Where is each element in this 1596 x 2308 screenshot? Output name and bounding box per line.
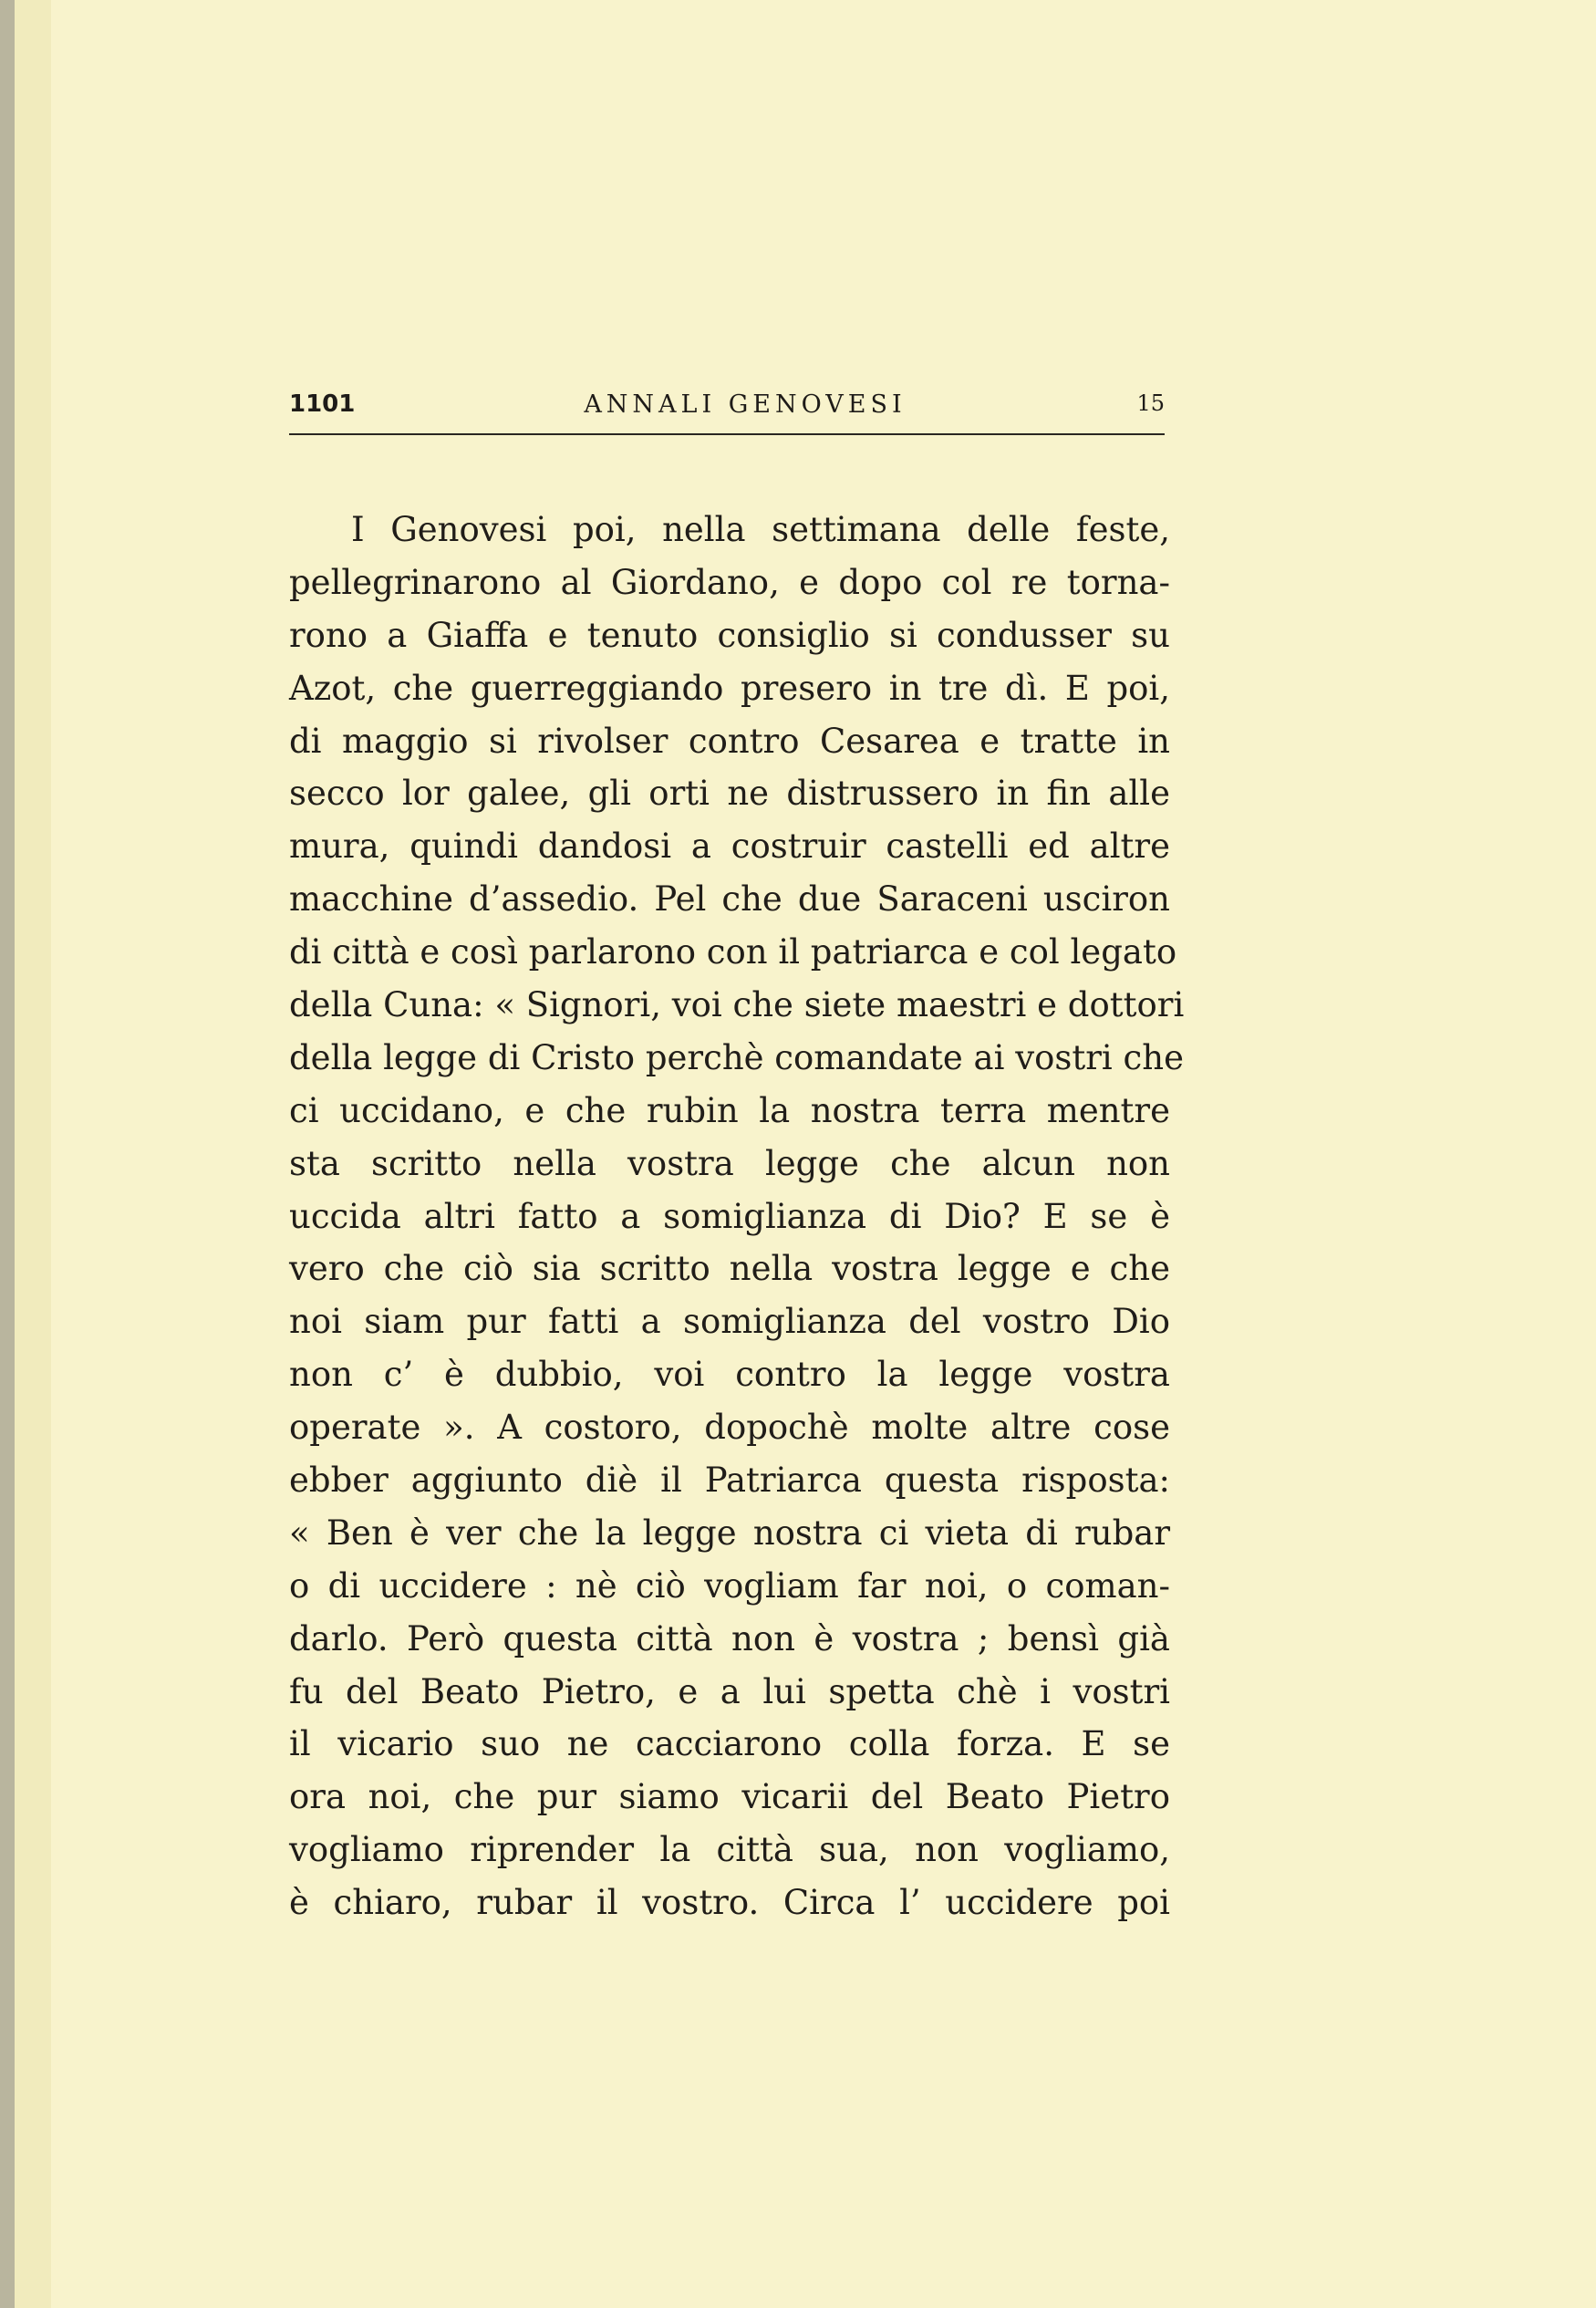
text-line: rono a Giaffa e tenuto consiglio si condusser su <box>289 615 1170 655</box>
text-line: di maggio si rivolser contro Cesarea e tratte in <box>289 721 1170 761</box>
text-line: vero che ciò sia scritto nella vostra legge e che <box>289 1249 1170 1289</box>
text-line: uccida altri fatto a somiglianza di Dio? E se è <box>289 1196 1170 1236</box>
page-edge-shadow <box>0 0 15 2308</box>
text-line: sta scritto nella vostra legge che alcun non <box>289 1143 1170 1183</box>
text-line: ebber aggiunto diè il Patriarca questa risposta: <box>289 1461 1170 1501</box>
text-line: della legge di Cristo perchè comandate ai vostri che <box>289 1037 1184 1077</box>
text-line: o di uccidere : nè ciò vogliam far noi, o coman- <box>289 1565 1170 1606</box>
text-line: vogliamo riprender la città sua, non vogliamo, <box>289 1830 1170 1870</box>
text-line: è chiaro, rubar il vostro. Circa l’ uccidere poi <box>289 1883 1170 1923</box>
text-line: di città e così parlarono con il patriarca e col legato <box>289 932 1177 972</box>
body-paragraph <box>289 504 1185 1929</box>
running-head-title: ANNALI GENOVESI <box>584 390 907 419</box>
text-line: ci uccidano, e che rubin la nostra terra mentre <box>289 1090 1170 1130</box>
page-gutter <box>15 0 51 2308</box>
text-line: « Ben è ver che la legge nostra ci vieta di rubar <box>289 1513 1170 1553</box>
text-line: il vicario suo ne cacciarono colla forza. E se <box>289 1724 1170 1764</box>
header-rule <box>289 433 1165 435</box>
text-line: pellegrinarono al Giordano, e dopo col re torna- <box>289 562 1170 602</box>
running-head <box>289 387 1165 438</box>
text-line: Azot, che guerreggiando presero in tre dì. E poi, <box>289 668 1170 708</box>
running-head-year: 1101 <box>289 390 356 418</box>
text-line: fu del Beato Pietro, e a lui spetta chè i vostri <box>289 1671 1170 1711</box>
text-line: secco lor galee, gli orti ne distrussero in fin alle <box>289 774 1170 814</box>
text-line: I Genovesi poi, nella settimana delle feste, <box>351 510 1170 549</box>
text-line: ora noi, che pur siamo vicarii del Beato Pietro <box>289 1777 1170 1817</box>
text-line: macchine d’assedio. Pel che due Saraceni usciron <box>289 879 1170 920</box>
text-line: mura, quindi dandosi a costruir castelli ed altre <box>289 827 1170 867</box>
page-number: 15 <box>1136 390 1165 416</box>
text-line: non c’ è dubbio, voi contro la legge vostra <box>289 1355 1170 1395</box>
text-line: darlo. Però questa città non è vostra ; bensì già <box>289 1618 1170 1658</box>
text-line: noi siam pur fatti a somiglianza del vostro Dio <box>289 1302 1170 1342</box>
text-line: operate ». A costoro, dopochè molte altre cose <box>289 1408 1170 1448</box>
text-line: della Cuna: « Signori, voi che siete maestri e dottori <box>289 985 1185 1025</box>
